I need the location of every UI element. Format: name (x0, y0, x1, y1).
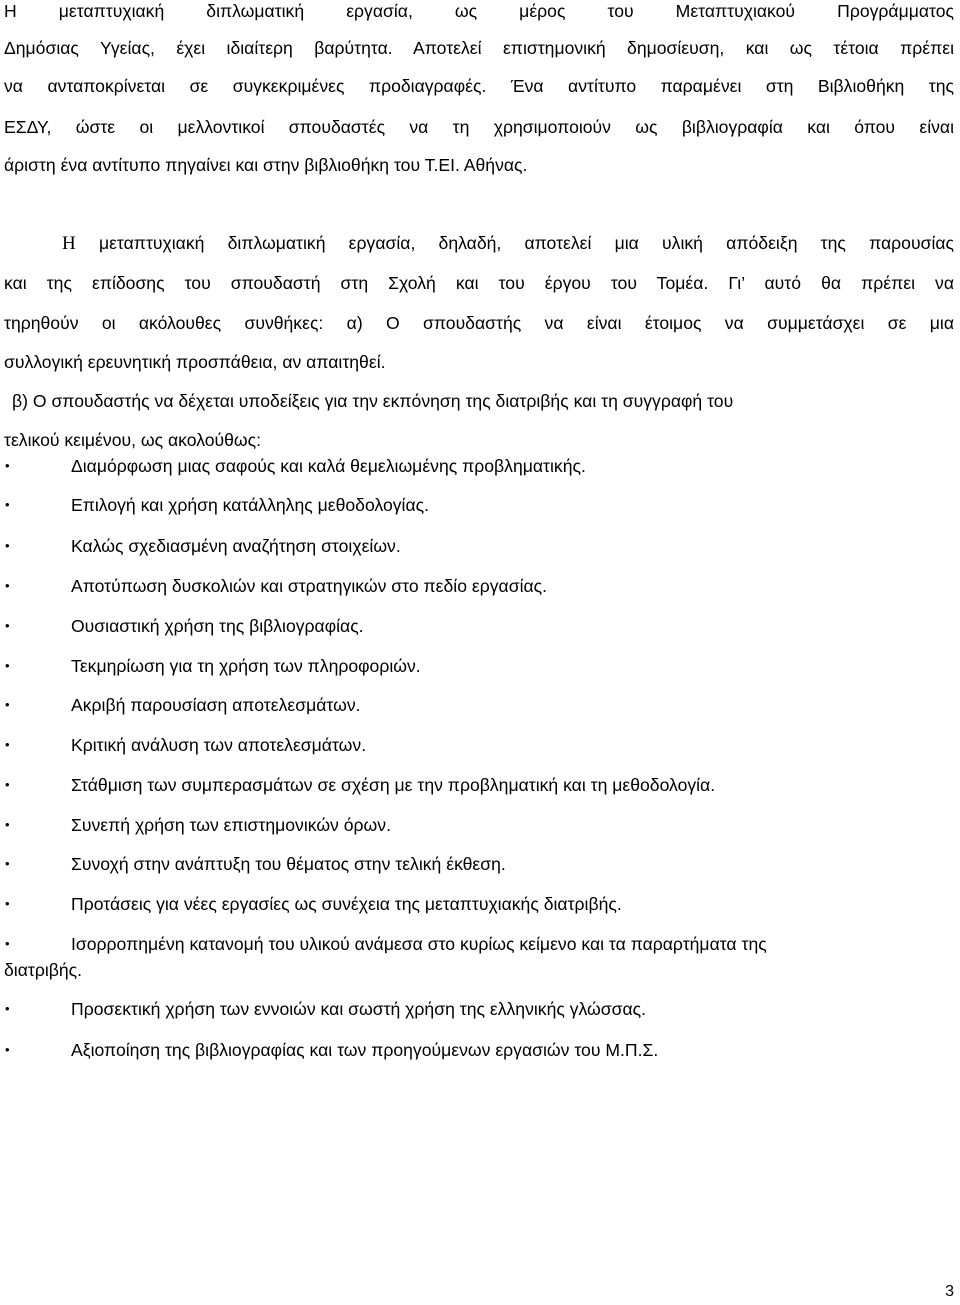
list-item: Συνοχή στην ανάπτυξη του θέματος στην τελική έκθεση. (71, 854, 506, 874)
list-item: Προτάσεις για νέες εργασίες ως συνέχεια της μεταπτυχιακής διατριβής. (71, 894, 622, 914)
bullet-marker: • (5, 578, 10, 593)
paragraph2-line1-rest: μεταπτυχιακή διπλωματική εργασία, δηλαδή, αποτελεί μια υλική απόδειξη της παρουσίας (98, 233, 954, 253)
list-item: Ουσιαστική χρήση της βιβλιογραφίας. (71, 616, 364, 636)
paragraph2-line3: τηρηθούν οι ακόλουθες συνθήκες: α) Ο σπουδαστής να είναι έτοιμος να συμμετάσχει σε μια (4, 313, 954, 333)
paragraph1-line5: άριστη ένα αντίτυπο πηγαίνει και στην βιβλιοθήκη του Τ.ΕΙ. Αθήνας. (4, 155, 528, 175)
list-item: Διαμόρφωση μιας σαφούς και καλά θεμελιωμένης προβληματικής. (71, 456, 586, 476)
bullet-marker: • (5, 538, 10, 553)
paragraph1-line1: Η μεταπτυχιακή διπλωματική εργασία, ως μέρος του Μεταπτυχιακού Προγράμματος (4, 1, 954, 21)
list-item: Ισορροπημένη κατανομή του υλικού ανάμεσα στο κυρίως κείμενο και τα παραρτήματα της (71, 934, 767, 954)
list-item: Επιλογή και χρήση κατάλληλης μεθοδολογίας. (71, 495, 429, 515)
list-item: Προσεκτική χρήση των εννοιών και σωστή χρήση της ελληνικής γλώσσας. (71, 999, 647, 1019)
list-item: Αξιοποίηση της βιβλιογραφίας και των προηγούμενων εργασιών του Μ.Π.Σ. (71, 1040, 659, 1060)
paragraph2-line4: συλλογική ερευνητική προσπάθεια, αν απαιτηθεί. (4, 352, 386, 372)
paragraph1-line2: Δημόσιας Υγείας, έχει ιδιαίτερη βαρύτητα. Αποτελεί επιστημονική δημοσίευση, και ως τέτοια πρέπει (4, 38, 954, 58)
bullet-marker: • (5, 1001, 10, 1016)
list-item: Καλώς σχεδιασμένη αναζήτηση στοιχείων. (71, 536, 401, 556)
paragraph2-initial: Η (62, 233, 76, 254)
bullet-marker: • (5, 497, 10, 512)
paragraph3-line2: τελικού κειμένου, ως ακολούθως: (4, 430, 262, 450)
bullet-marker: • (5, 658, 10, 673)
bullet-marker: • (5, 618, 10, 633)
bullet-marker: • (5, 458, 10, 473)
bullet-marker: • (5, 1042, 10, 1057)
paragraph1-line3: να ανταποκρίνεται σε συγκεκριμένες προδιαγραφές. Ένα αντίτυπο παραμένει στη Βιβλιοθήκη της (4, 76, 954, 96)
list-item: Ακριβή παρουσίαση αποτελεσμάτων. (71, 695, 361, 715)
paragraph2-line1 (62, 232, 954, 255)
bullet-marker: • (5, 856, 10, 871)
bullet-marker: • (5, 936, 10, 951)
list-item-continuation: διατριβής. (4, 960, 83, 980)
list-item: Στάθμιση των συμπερασμάτων σε σχέση με την προβληματική και τη μεθοδολογία. (71, 775, 716, 795)
page-number: 3 (945, 1283, 954, 1300)
paragraph1-line4: ΕΣΔΥ, ώστε οι μελλοντικοί σπουδαστές να τη χρησιμοποιούν ως βιβλιογραφία και όπου είναι (4, 117, 954, 137)
list-item: Κριτική ανάλυση των αποτελεσμάτων. (71, 735, 367, 755)
list-item: Τεκμηρίωση για τη χρήση των πληροφοριών. (71, 656, 421, 676)
list-item: Συνεπή χρήση των επιστημονικών όρων. (71, 815, 391, 835)
bullet-marker: • (5, 777, 10, 792)
paragraph3-line1: β) Ο σπουδαστής να δέχεται υποδείξεις για την εκπόνηση της διατριβής και τη συγγραφή του (12, 391, 734, 411)
bullet-marker: • (5, 896, 10, 911)
bullet-marker: • (5, 697, 10, 712)
bullet-marker: • (5, 817, 10, 832)
bullet-marker: • (5, 737, 10, 752)
paragraph2-line2: και της επίδοσης του σπουδαστή στη Σχολή και του έργου του Τομέα. Γι’ αυτό θα πρέπει να (4, 273, 954, 293)
list-item: Αποτύπωση δυσκολιών και στρατηγικών στο πεδίο εργασίας. (71, 576, 548, 596)
